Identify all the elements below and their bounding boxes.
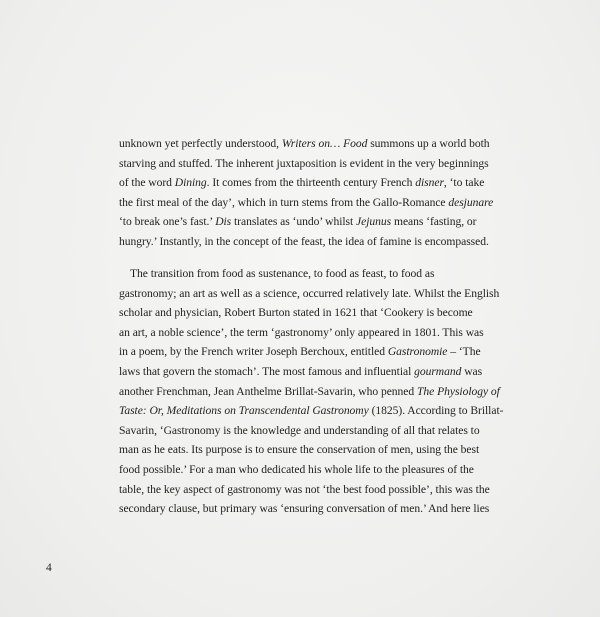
text-run: scholar and physician, Robert Burton stated in 1621 that ‘Cookery is become [119,306,473,320]
italic-text: Dining [174,176,207,190]
text-line [119,480,499,500]
text-run: laws that govern the stomach’. The most famous and influential [119,364,415,378]
text-run: an art, a noble science’, the term ‘gastronomy’ only appeared in 1801. This was [119,325,484,339]
paragraph-2 [119,264,504,519]
italic-text: desjunare [448,195,494,209]
text-run: ‘to break one’s fast.’ [119,215,216,229]
italic-text: The Physiology of [416,384,500,398]
italic-text: gourmand [414,364,462,378]
text-line [119,323,499,343]
text-line [119,342,499,362]
text-run: the first meal of the day’, which in turn stems from the Gallo-Romance [119,195,449,209]
text-run: another Frenchman, Jean Anthelme Brillat-Savarin, who penned [119,384,417,398]
text-run: Savarin, ‘Gastronomy is the knowledge and understanding of all that relates to [119,423,480,437]
text-line [119,173,499,193]
text-line [119,264,499,284]
text-run: in a poem, by the French writer Joseph Berchoux, entitled [119,345,388,359]
text-run: man as he eats. Its purpose is to ensure the conservation of men, using the best [119,443,480,457]
italic-text: Dis [215,215,232,229]
text-line [119,421,499,441]
text-run: summons up a world both [367,137,490,150]
page-number: 4 [46,562,52,574]
text-line [119,362,499,382]
text-run: food possible.’ For a man who dedicated his whole life to the pleasures of the [119,462,474,476]
italic-text: Jejunus [356,215,392,229]
text-line [119,382,499,402]
text-line [119,232,499,252]
text-line [119,401,504,421]
italic-text: Taste: Or, Meditations on Transcendental Gastronomy [119,404,369,418]
paragraph-1 [119,134,499,252]
text-run: starving and stuffed. The inherent juxtaposition is evident in the very beginnings [119,156,489,170]
text-run: (1825). According to Brillat- [368,404,504,418]
italic-text: Gastronomie [387,345,448,359]
text-line [119,303,499,323]
text-line [119,212,499,232]
text-run: – ‘The [447,345,481,359]
text-run: , ‘to take [443,176,485,190]
text-line [119,134,499,154]
text-run: translates as ‘undo’ whilst [231,215,357,229]
italic-text: Writers on… Food [281,137,368,150]
text-line [119,193,499,213]
text-run: of the word [119,176,175,190]
text-line [119,440,499,460]
text-run: means ‘fasting, or [391,215,477,229]
text-run: . It comes from the thirteenth century French [206,176,416,190]
text-run: was [461,364,483,378]
text-run: table, the key aspect of gastronomy was not ‘the best food possible’, this was the [119,482,490,496]
text-line [119,499,499,519]
text-run: secondary clause, but primary was ‘ensuring conversation of men.’ And here lies [119,502,490,516]
text-run: unknown yet perfectly understood, [119,137,282,150]
italic-text: disner [415,176,444,190]
text-run: The transition from food as sustenance, to food as feast, to food as [130,267,435,280]
text-run: gastronomy; an art as well as a science, occurred relatively late. Whilst the English [119,286,500,300]
text-line [119,460,499,480]
text-line [119,284,499,304]
text-line [119,154,499,174]
text-run: hungry.’ Instantly, in the concept of the feast, the idea of famine is encompassed. [119,234,489,248]
